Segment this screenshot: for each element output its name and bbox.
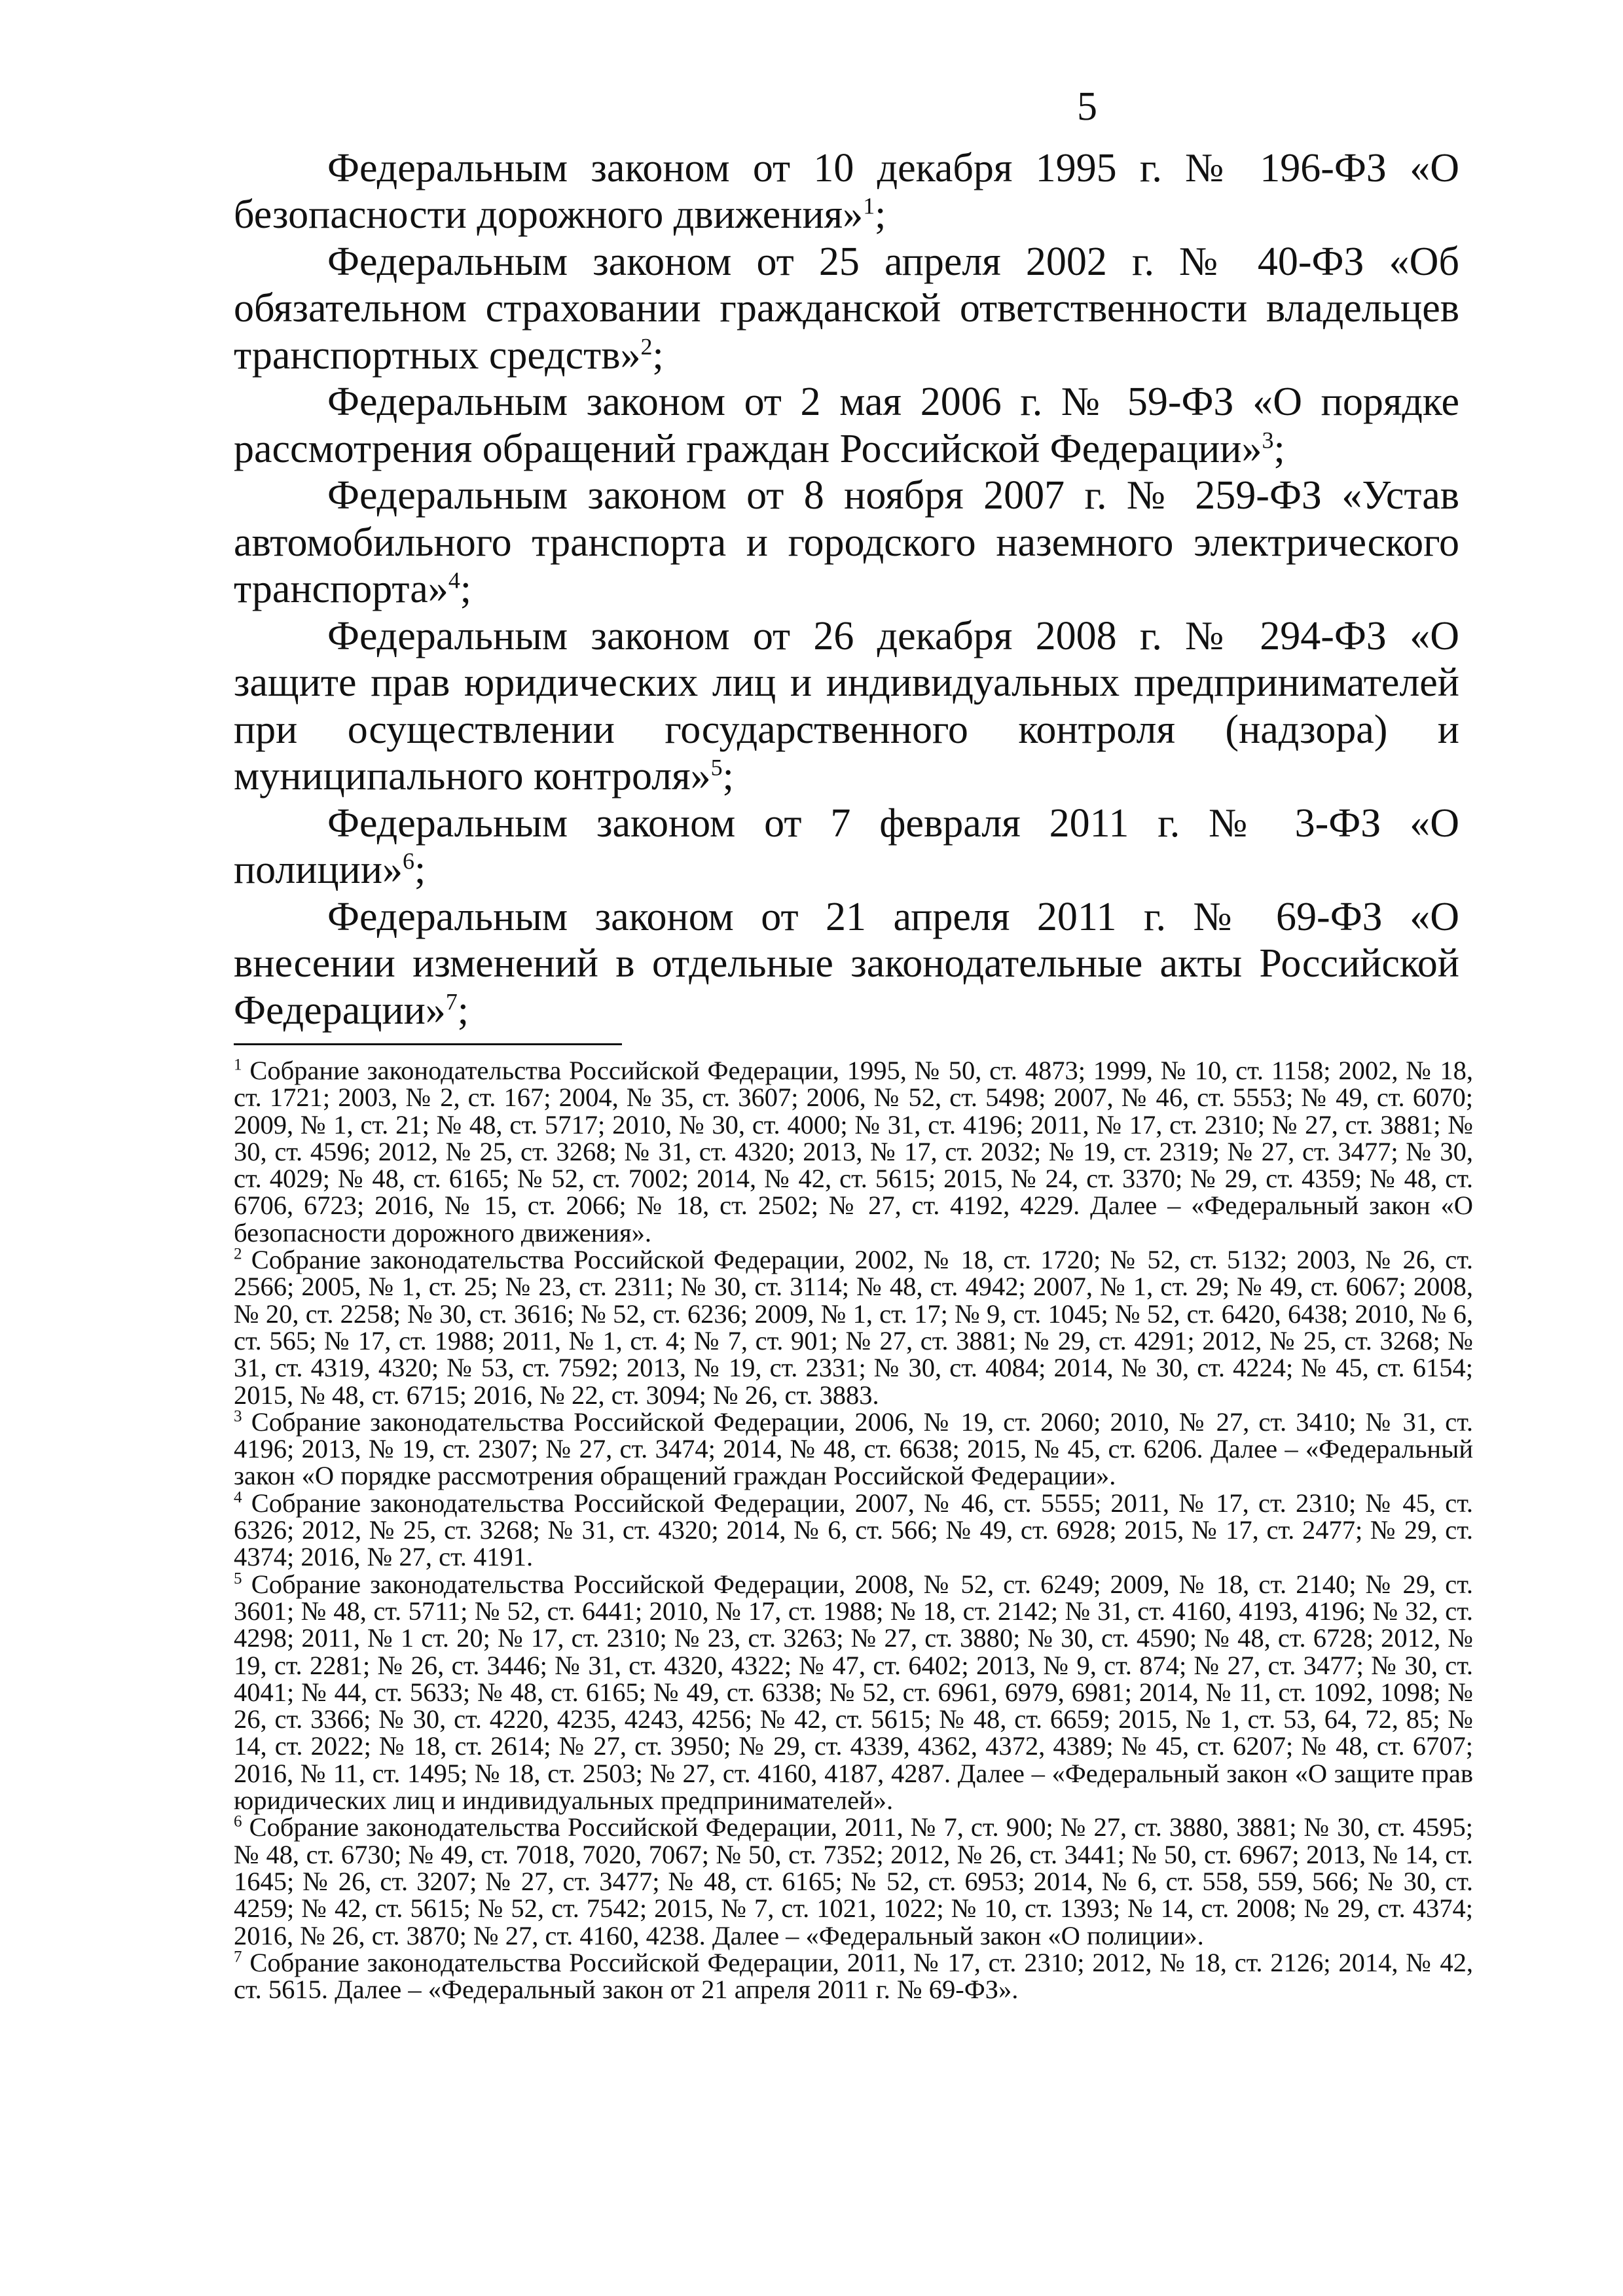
page-number: 5 [1077, 84, 1097, 129]
footnote-separator [234, 1043, 622, 1045]
footnote [234, 1057, 1473, 1246]
paragraph-text: Федеральным законом от 10 декабря 1995 г. № 196-ФЗ «О безопасности дорожного движения» [234, 145, 1459, 237]
footnote-number: 1 [234, 1056, 242, 1074]
paragraph-tail: ; [875, 192, 886, 237]
paragraph-tail: ; [1273, 426, 1285, 471]
law-paragraph [234, 800, 1459, 894]
footnote-number: 3 [234, 1407, 242, 1426]
law-paragraph [234, 379, 1459, 473]
footnote-ref[interactable]: 6 [403, 848, 415, 874]
footnote [234, 1949, 1473, 2003]
paragraph-tail: ; [457, 988, 469, 1033]
footnote-text: Собрание законодательства Российской Федерации, 2002, № 18, ст. 1720; № 52, ст. 5132; 2003, № 26, ст. 2566; 2005, № 1, ст. 25; № 23, ст. 2311; № 30, ст. 3114; № 48, ст. 4942; 2007, № 1, ст. 29; № 49, ст. 6067; 2008, № 20, ст. 2258; № 30, ст. 3616; № 52, ст. 6236; 2009, № 1, ст. 17; № 9, ст. 1045; № 52, ст. 6420, 6438; 2010, № 6, ст. 565; № 17, ст. 1988; 2011, № 1, ст. 4; № 7, ст. 901; № 27, ст. 3881; № 29, ст. 4291; 2012, № 25, ст. 3268; № 31, ст. 4319, 4320; № 53, ст. 7592; 2013, № 19, ст. 2331; № 30, ст. 4084; 2014, № 30, ст. 4224; № 45, ст. 6154; 2015, № 48, ст. 6715; 2016, № 22, ст. 3094; № 26, ст. 3883. [234, 1245, 1474, 1410]
footnote-number: 5 [234, 1570, 242, 1588]
footnote-text: Собрание законодательства Российской Федерации, 2011, № 7, ст. 900; № 27, ст. 3880, 3881; № 30, ст. 4595; № 48, ст. 6730; № 49, ст. 7018, 7020, 7067; № 50, ст. 7352; 2012, № 26, ст. 3441; № 50, ст. 6967; 2013, № 14, ст. 1645; № 26, ст. 3207; № 27, ст. 3477; № 48, ст. 6165; № 52, ст. 6953; 2014, № 6, ст. 558, 559, 566; № 30, ст. 4259; № 42, ст. 5615; № 52, ст. 7542; 2015, № 7, ст. 1021, 1022; № 10, ст. 1393; № 14, ст. 2008; № 29, ст. 4374; 2016, № 26, ст. 3870; № 27, ст. 4160, 4238. Далее – «Федеральный закон «О полиции». [234, 1812, 1473, 1950]
footnote-ref[interactable]: 5 [710, 754, 723, 781]
footnote-text: Собрание законодательства Российской Федерации, 1995, № 50, ст. 4873; 1999, № 10, ст. 1158; 2002, № 18, ст. 1721; 2003, № 2, ст. 167; 2004, № 35, ст. 3607; 2006, № 52, ст. 5498; 2007, № 46, ст. 5553; № 49, ст. 6070; 2009, № 1, ст. 21; № 48, ст. 5717; 2010, № 30, ст. 4000; № 31, ст. 4196; 2011, № 17, ст. 2310; № 27, ст. 3881; № 30, ст. 4596; 2012, № 25, ст. 3268; № 31, ст. 4320; 2013, № 17, ст. 2032; № 19, ст. 2319; № 27, ст. 3477; № 30, ст. 4029; № 48, ст. 6165; № 52, ст. 7002; 2014, № 42, ст. 5615; 2015, № 24, ст. 3370; № 29, ст. 4359; № 48, ст. 6706, 6723; 2016, № 15, ст. 2066; № 18, ст. 2502; № 27, ст. 4192, 4229. Далее – «Федеральный закон «О безопасности дорожного движения». [234, 1056, 1474, 1247]
footnote [234, 1246, 1473, 1408]
footnote-text: Собрание законодательства Российской Федерации, 2011, № 17, ст. 2310; 2012, № 18, ст. 2126; 2014, № 42, ст. 5615. Далее – «Федеральный закон от 21 апреля 2011 г. № 69-ФЗ». [234, 1947, 1474, 2005]
footnote [234, 1490, 1473, 1571]
footnotes [234, 1057, 1473, 2003]
footnote-text: Собрание законодательства Российской Федерации, 2006, № 19, ст. 2060; 2010, № 27, ст. 3410; № 31, ст. 4196; 2013, № 19, ст. 2307; № 27, ст. 3474; 2014, № 48, ст. 6638; 2015, № 45, ст. 6206. Далее – «Федеральный закон «О порядке рассмотрения обращений граждан Российской Федерации». [234, 1407, 1474, 1491]
footnote-ref[interactable]: 7 [445, 988, 458, 1014]
law-paragraph [234, 613, 1459, 800]
paragraph-tail: ; [722, 754, 734, 798]
paragraph-text: Федеральным законом от 25 апреля 2002 г. № 40-ФЗ «Об обязательном страховании гражданской ответственности владельцев транспортных средств» [234, 239, 1459, 378]
law-paragraph [234, 145, 1459, 239]
footnote [234, 1408, 1473, 1490]
paragraph-text: Федеральным законом от 7 февраля 2011 г. № 3-ФЗ «О полиции» [234, 800, 1459, 892]
footnote-number: 6 [234, 1812, 242, 1831]
paragraph-text: Федеральным законом от 8 ноября 2007 г. № 259-ФЗ «Устав автомобильного транспорта и городского наземного электрического транспорта» [234, 473, 1459, 611]
footnote-ref[interactable]: 1 [863, 192, 875, 219]
law-paragraph [234, 473, 1459, 613]
footnote [234, 1571, 1473, 1814]
paragraph-tail: ; [414, 848, 426, 892]
law-paragraph [234, 894, 1459, 1035]
law-paragraph [234, 239, 1459, 380]
paragraph-text: Федеральным законом от 21 апреля 2011 г. № 69-ФЗ «О внесении изменений в отдельные законодательные акты Российской Федерации» [234, 894, 1459, 1033]
footnote-ref[interactable]: 3 [1262, 426, 1274, 453]
footnote-text: Собрание законодательства Российской Федерации, 2008, № 52, ст. 6249; 2009, № 18, ст. 2140; № 29, ст. 3601; № 48, ст. 5711; № 52, ст. 6441; 2010, № 17, ст. 1988; № 18, ст. 2142; № 31, ст. 4160, 4193, 4196; № 32, ст. 4298; 2011, № 1 ст. 20; № 17, ст. 2310; № 23, ст. 3263; № 27, ст. 3880; № 30, ст. 4590; № 48, ст. 6728; 2012, № 19, ст. 2281; № 26, ст. 3446; № 31, ст. 4320, 4322; № 47, ст. 6402; 2013, № 9, ст. 874; № 27, ст. 3477; № 30, ст. 4041; № 44, ст. 5633; № 48, ст. 6165; № 49, ст. 6338; № 52, ст. 6961, 6979, 6981; 2014, № 11, ст. 1092, 1098; № 26, ст. 3366; № 30, ст. 4220, 4235, 4243, 4256; № 42, ст. 5615; № 48, ст. 6659; 2015, № 1, ст. 53, 64, 72, 85; № 14, ст. 2022; № 18, ст. 2614; № 27, ст. 3950; № 29, ст. 4339, 4362, 4372, 4389; № 45, ст. 6207; № 48, ст. 6707; 2016, № 11, ст. 1495; № 18, ст. 2503; № 27, ст. 4160, 4187, 4287. Далее – «Федеральный закон «О защите прав юридических лиц и индивидуальных предпринимателей». [234, 1569, 1474, 1816]
footnote-number: 4 [234, 1488, 242, 1507]
paragraph-tail: ; [652, 332, 664, 378]
main-text [234, 145, 1459, 1035]
footnote-text: Собрание законодательства Российской Федерации, 2007, № 46, ст. 5555; 2011, № 17, ст. 2310; № 45, ст. 6326; 2012, № 25, ст. 3268; № 31, ст. 4320; 2014, № 6, ст. 566; № 49, ст. 6928; 2015, № 17, ст. 2477; № 29, ст. 4374; 2016, № 27, ст. 4191. [234, 1488, 1473, 1572]
paragraph-text: Федеральным законом от 2 мая 2006 г. № 59-ФЗ «О порядке рассмотрения обращений граждан Российской Федерации» [234, 380, 1459, 471]
paragraph-tail: ; [460, 567, 472, 611]
footnote-ref[interactable]: 2 [640, 332, 653, 359]
paragraph-text: Федеральным законом от 26 декабря 2008 г. № 294-ФЗ «О защите прав юридических лиц и индивидуальных предпринимателей при осуществлении государственного контроля (надзора) и муниципального контроля» [234, 613, 1459, 798]
footnote-number: 7 [234, 1948, 242, 1966]
footnote [234, 1814, 1473, 1948]
footnote-number: 2 [234, 1245, 242, 1263]
footnote-ref[interactable]: 4 [448, 567, 460, 594]
